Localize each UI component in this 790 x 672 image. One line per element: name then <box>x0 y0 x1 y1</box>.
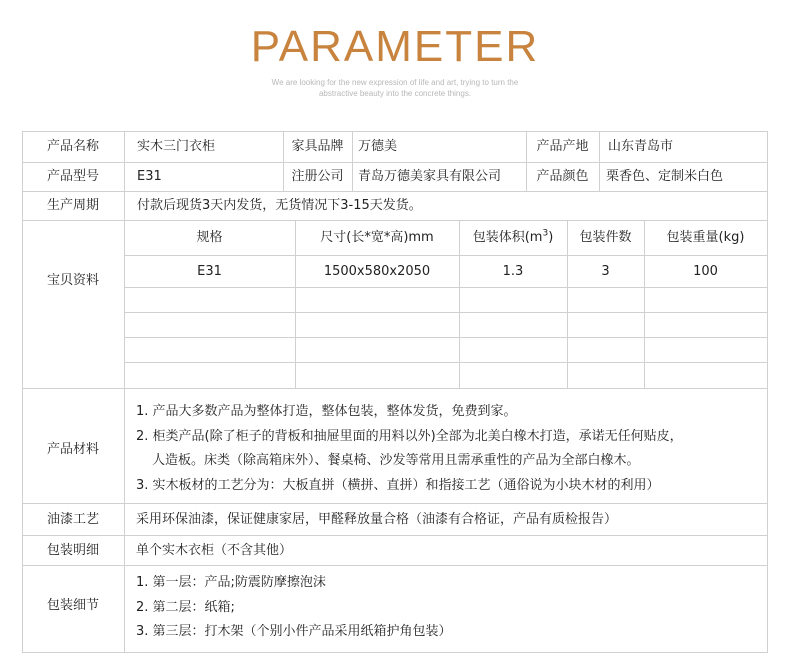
package-list-value: 单个实木衣柜（不含其他） <box>136 543 293 558</box>
product-name-label: 产品名称 <box>46 139 99 154</box>
product-name-value: 实木三门衣柜 <box>137 139 216 154</box>
production-cycle-value: 付款后现货3天内发货，无货情况下3-15天发货。 <box>137 198 422 213</box>
model-value: E31 <box>137 169 162 184</box>
rule <box>22 652 768 653</box>
rule <box>599 131 600 191</box>
origin-label: 产品产地 <box>536 139 589 154</box>
rule <box>22 565 768 566</box>
spec-cell-volume: 1.3 <box>502 264 524 279</box>
color-value: 栗香色、定制米白色 <box>606 169 724 184</box>
paint-value: 采用环保油漆，保证健康家居，甲醛释放量合格（油漆有合格证，产品有质检报告） <box>136 512 618 527</box>
rule <box>22 131 768 132</box>
package-detail-label: 包装细节 <box>46 598 99 613</box>
rule <box>124 312 767 313</box>
spec-cell-weight: 100 <box>693 264 718 279</box>
material-line: 人造板。床类（除高箱床外）、餐桌椅、沙发等常用且需承重性的产品为全部白橡木。 <box>152 453 640 468</box>
material-line: 2. 柜类产品(除了柜子的背板和抽屉里面的用料以外)全部为北美白橡木打造，承诺无任何贴皮， <box>136 428 683 444</box>
rule <box>22 503 768 504</box>
spec-cell-pieces: 3 <box>601 264 610 279</box>
rule <box>22 388 768 389</box>
rule <box>22 220 768 221</box>
rule <box>22 535 768 536</box>
company-value: 青岛万德美家具有限公司 <box>358 169 502 184</box>
package-detail-notes <box>136 571 452 645</box>
company-label: 注册公司 <box>291 169 344 184</box>
brand-label: 家具品牌 <box>291 139 344 154</box>
spec-header-pieces: 包装件数 <box>579 230 632 245</box>
material-line: 3. 实木板材的工艺分为：大板直拼（横拼、直拼）和指接工艺（通俗说为小块木材的利用） <box>136 477 660 493</box>
rule <box>124 362 767 363</box>
spec-header-size: 规格 <box>196 230 223 245</box>
material-notes <box>136 400 683 498</box>
rule <box>22 162 768 163</box>
subtitle-line-2: abstractive beauty into the concrete things. <box>318 89 472 98</box>
production-cycle-label: 生产周期 <box>46 198 99 213</box>
volume-header-close: ) <box>548 230 554 245</box>
brand-value: 万德美 <box>358 139 398 154</box>
spec-header-dimensions: 尺寸(长*宽*高)mm <box>320 230 434 245</box>
rule <box>22 191 768 192</box>
material-line: 1. 产品大多数产品为整体打造，整体包装，整体发货，免费到家。 <box>136 404 517 419</box>
package-detail-line: 1. 第一层：产品;防震防摩擦泡沫 <box>136 575 326 590</box>
rule <box>767 131 768 653</box>
volume-header-sup: 3 <box>542 228 549 239</box>
specs-label: 宝贝资料 <box>46 273 99 288</box>
spec-header-volume <box>459 229 567 246</box>
rule <box>124 131 125 653</box>
spec-cell-model: E31 <box>197 264 222 279</box>
rule <box>124 287 767 288</box>
package-list-label: 包装明细 <box>46 543 99 558</box>
subtitle-line-1: We are looking for the new expression of life and art, trying to turn the <box>271 78 519 87</box>
origin-value: 山东青岛市 <box>608 139 674 154</box>
spec-header-weight: 包装重量(kg) <box>666 230 745 245</box>
rule <box>124 255 767 256</box>
material-label: 产品材料 <box>46 442 99 457</box>
rule <box>124 337 767 338</box>
model-label: 产品型号 <box>46 169 99 184</box>
spec-cell-dimensions: 1500x580x2050 <box>323 264 431 279</box>
volume-header-text: 包装体积(m <box>472 230 543 245</box>
color-label: 产品颜色 <box>536 169 589 184</box>
rule <box>352 131 353 191</box>
package-detail-line: 2. 第二层：纸箱; <box>136 599 235 615</box>
package-detail-line: 3. 第三层：打木架（个别小件产品采用纸箱护角包装） <box>136 624 452 639</box>
page-title: PARAMETER <box>250 22 540 71</box>
paint-label: 油漆工艺 <box>46 512 99 527</box>
